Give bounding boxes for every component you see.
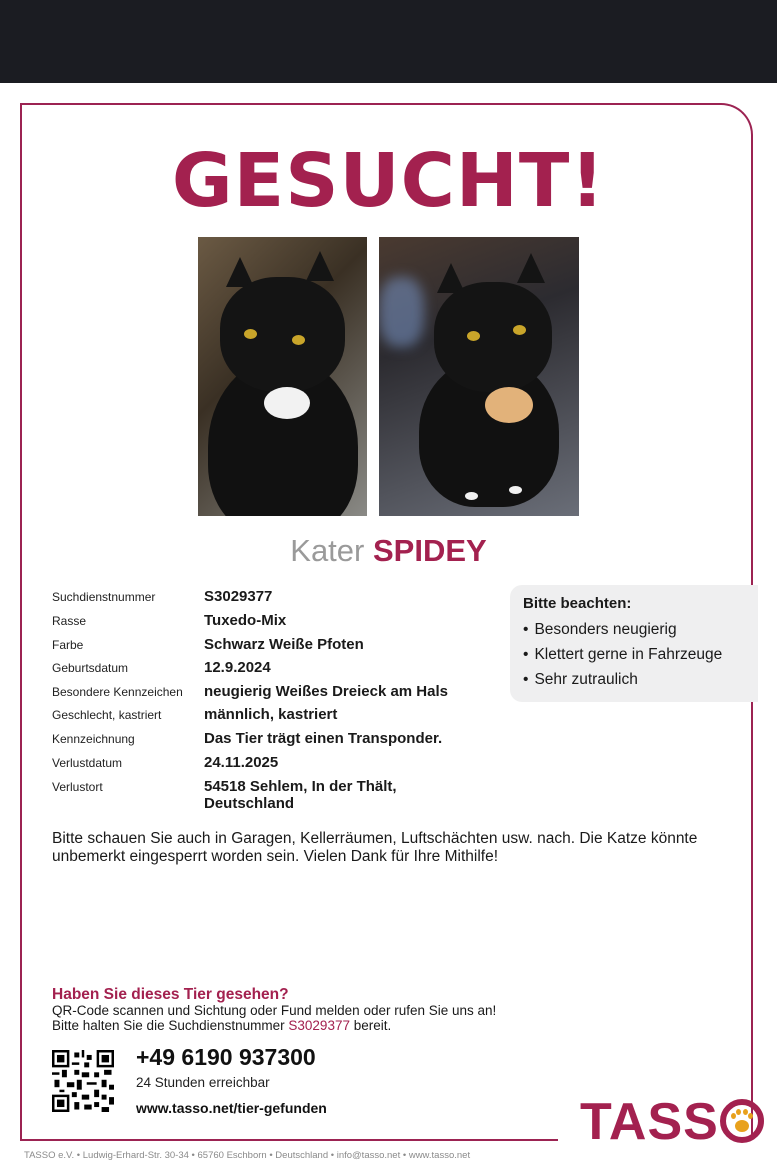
contact-line-1: QR-Code scannen und Sichtung oder Fund melden oder rufen Sie uns an! [52, 1003, 497, 1018]
cat-photo-2 [379, 237, 579, 516]
notice-box [510, 585, 758, 702]
detail-value: 54518 Sehlem, In der Thält, Deutschland [204, 778, 397, 812]
detail-label: Verlustdatum [52, 756, 123, 770]
detail-label: Besondere Kennzeichen [52, 685, 183, 699]
cat-photo-1 [198, 237, 367, 516]
footer-address: TASSO e.V. • Ludwig-Erhard-Str. 30-34 • 65760 Eschborn • Deutschland • info@tasso.net • www.tasso.net [24, 1150, 471, 1161]
pet-name-prefix: Kater [290, 533, 365, 568]
detail-label: Suchdienstnummer [52, 590, 156, 604]
detail-label: Farbe [52, 638, 84, 652]
notice-item: • Klettert gerne in Fahrzeuge [523, 642, 745, 667]
logo-text: TASS [580, 1093, 719, 1151]
detail-label: Geburtsdatum [52, 661, 129, 675]
detail-value: neugierig Weißes Dreieck am Hals [204, 683, 448, 700]
detail-value: S3029377 [204, 588, 273, 605]
paw-icon [720, 1099, 764, 1143]
notice-item: • Besonders neugierig [523, 617, 745, 642]
poster-frame-bottom [20, 1139, 558, 1141]
detail-value: Schwarz Weiße Pfoten [204, 636, 364, 653]
contact-text [52, 1003, 496, 1033]
detail-value: Das Tier trägt einen Transponder. [204, 730, 443, 747]
top-bar [0, 0, 777, 83]
qr-code-icon[interactable] [52, 1050, 114, 1112]
pet-name [0, 533, 777, 569]
detail-label: Rasse [52, 614, 87, 628]
detail-value: 24.11.2025 [204, 754, 279, 771]
contact-line-2-post: bereit. [353, 1018, 392, 1033]
detail-label: Geschlecht, kastriert [52, 708, 162, 722]
notice-title: Bitte beachten: [523, 595, 632, 612]
notice-item: • Sehr zutraulich [523, 667, 745, 692]
detail-value: männlich, kastriert [204, 706, 338, 723]
detail-label: Verlustort [52, 780, 103, 794]
notice-list [523, 617, 745, 692]
search-number-highlight: S3029377 [288, 1018, 350, 1033]
poster-title: GESUCHT! [171, 138, 606, 224]
pet-name-value: SPIDEY [373, 533, 487, 568]
detail-value: Tuxedo-Mix [204, 612, 287, 629]
contact-line-2 [52, 1018, 496, 1033]
availability-text: 24 Stunden erreichbar [136, 1075, 270, 1090]
contact-line-2-pre: Bitte halten Sie die Suchdienstnummer [52, 1018, 285, 1033]
search-hint-paragraph: Bitte schauen Sie auch in Garagen, Kellerräumen, Luftschächten usw. nach. Die Katze könnte unbemerkt eingesperrt worden sein. Vielen Dank für Ihre Mithilfe! [52, 830, 698, 865]
tasso-logo [580, 1095, 764, 1149]
report-link[interactable]: www.tasso.net/tier-gefunden [136, 1100, 327, 1116]
phone-number[interactable]: +49 6190 937300 [136, 1044, 316, 1070]
contact-heading: Haben Sie dieses Tier gesehen? [52, 986, 289, 1003]
detail-label: Kennzeichnung [52, 732, 135, 746]
detail-value: 12.9.2024 [204, 659, 271, 676]
